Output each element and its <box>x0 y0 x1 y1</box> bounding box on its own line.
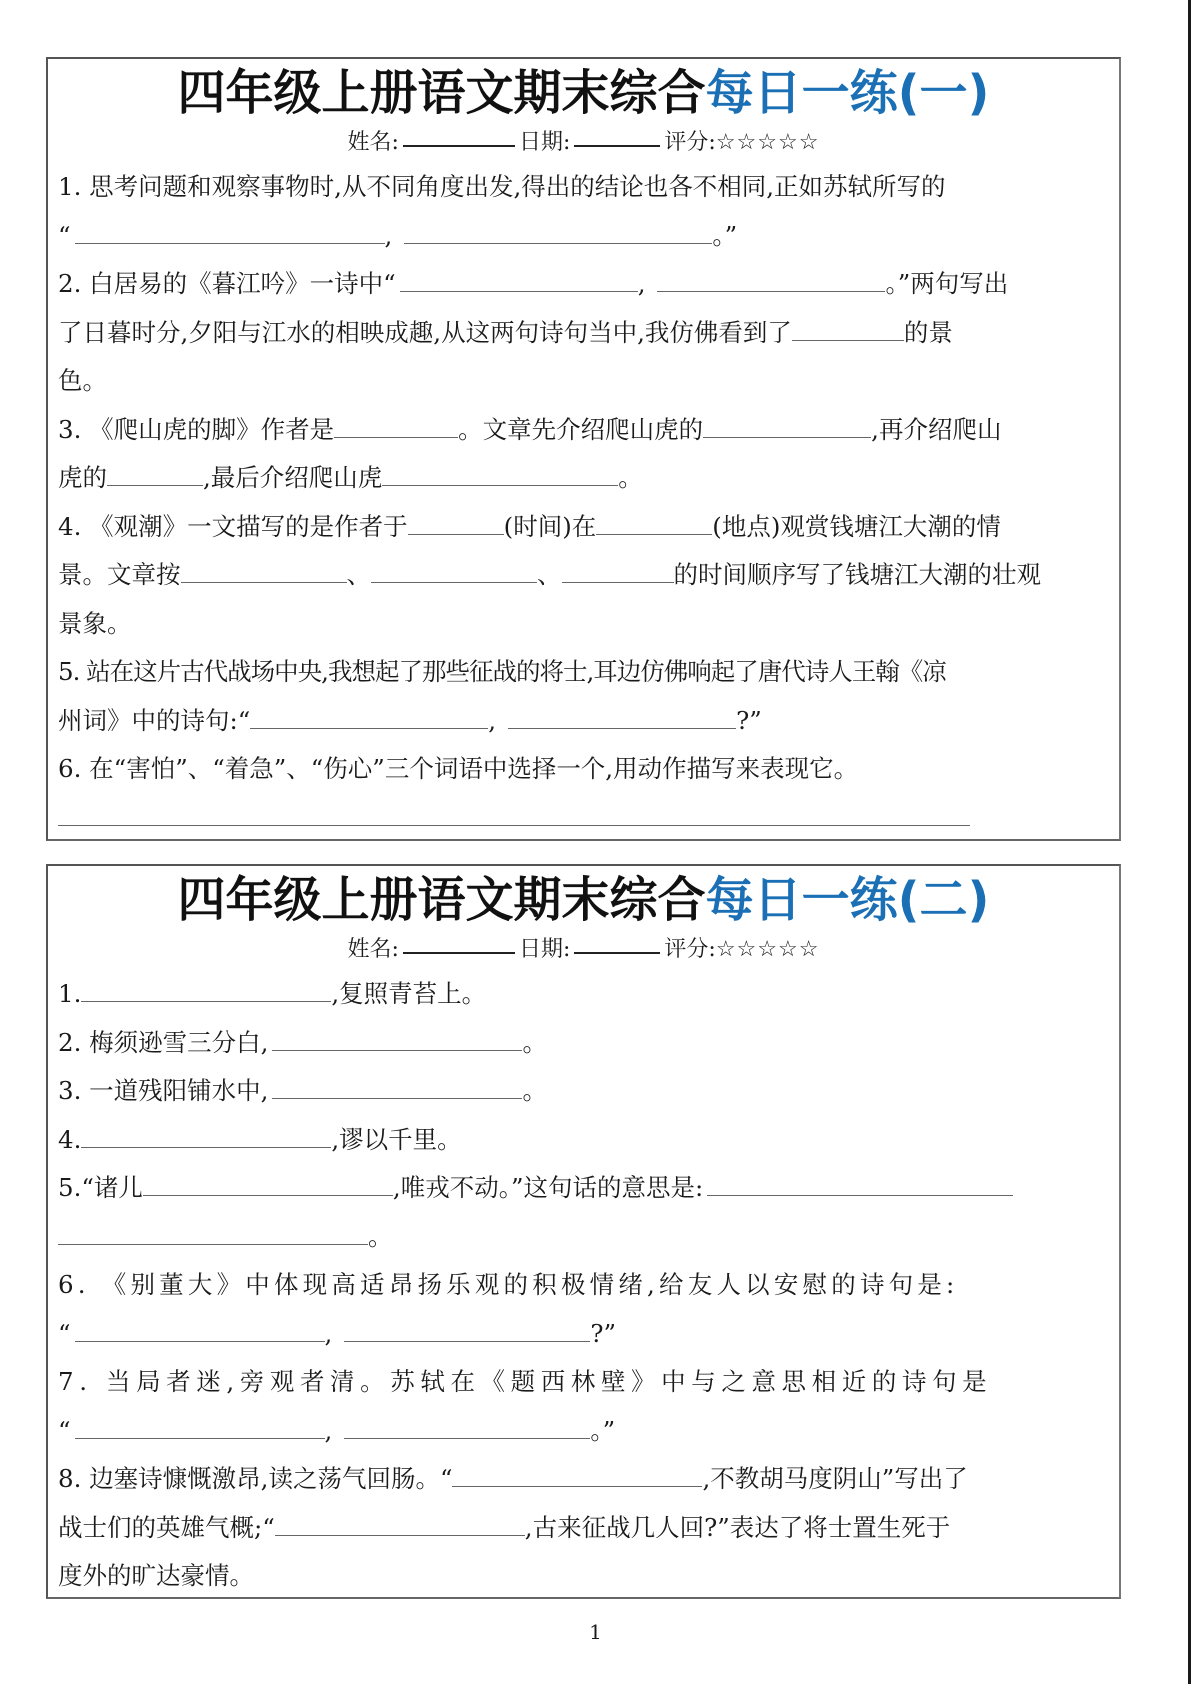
title-accent: 每日一练(二) <box>705 872 990 928</box>
star-rating-icon[interactable]: ☆☆☆☆☆ <box>715 130 820 155</box>
question-2 <box>48 1019 1119 1068</box>
question-5 <box>48 1164 1119 1261</box>
question-text: 的时间顺序写了钱塘江大潮的壮观 <box>673 560 1041 589</box>
student-info-row <box>48 123 1119 163</box>
question-text: (时间)在 <box>503 511 597 541</box>
question-1 <box>48 163 1119 260</box>
answer-blank[interactable] <box>404 223 712 244</box>
answer-blank[interactable] <box>707 1175 1013 1196</box>
answer-blank[interactable] <box>344 1321 590 1342</box>
punct: 。 <box>368 1221 393 1251</box>
answer-blank[interactable] <box>382 465 618 486</box>
punct: 。 <box>522 1076 547 1105</box>
answer-blank[interactable] <box>107 465 203 486</box>
question-text: 6. 在“害怕”、“着急”、“伤心”三个词语中选择一个,用动作描写来表现它。 <box>58 754 859 783</box>
punct: 。 <box>618 463 643 492</box>
worksheet-title <box>48 61 1119 125</box>
date-label: 日期: <box>518 937 571 962</box>
quote-mark: “ <box>58 1318 71 1348</box>
question-text: 5. 站在这片古代战场中央,我想起了那些征战的将士,耳边仿佛响起了唐代诗人王翰《凉 <box>58 657 946 686</box>
quote-mark: “ <box>58 1415 71 1445</box>
question-text: (地点)观赏钱塘江大潮的情 <box>712 511 1001 541</box>
answer-blank[interactable] <box>75 1321 325 1342</box>
answer-blank[interactable] <box>344 1418 590 1439</box>
name-label: 姓名: <box>347 130 399 155</box>
answer-blank[interactable] <box>657 271 885 292</box>
student-info-row <box>48 930 1119 970</box>
question-text: 的景 <box>903 317 953 347</box>
worksheet-1 <box>46 57 1121 841</box>
title-main: 四年级上册语文期末综合 <box>177 65 706 121</box>
answer-blank[interactable] <box>272 1078 522 1099</box>
question-3 <box>48 1067 1119 1116</box>
punct: 、 <box>537 560 562 589</box>
question-number: 1. <box>58 979 82 1008</box>
question-text: 2. 梅须逊雪三分白, <box>58 1027 269 1057</box>
question-text: 。文章先介绍爬山虎的 <box>458 414 704 444</box>
question-4 <box>48 503 1119 649</box>
question-text: ,复照青苔上。 <box>331 979 487 1008</box>
answer-blank[interactable] <box>81 1127 331 1148</box>
answer-blank[interactable] <box>562 562 674 583</box>
star-rating-icon[interactable]: ☆☆☆☆☆ <box>715 937 820 962</box>
punct: 。 <box>522 1027 547 1057</box>
name-label: 姓名: <box>347 937 399 962</box>
answer-blank[interactable] <box>371 562 537 583</box>
question-text: 战士们的英雄气概;“ <box>58 1512 275 1542</box>
punct: , <box>384 220 393 250</box>
punct: 。” <box>590 1415 616 1445</box>
question-3 <box>48 406 1119 503</box>
question-text: 5.“诸儿 <box>58 1173 143 1202</box>
title-main: 四年级上册语文期末综合 <box>177 872 706 928</box>
question-text: ,最后介绍爬山虎 <box>203 463 383 492</box>
answer-blank[interactable] <box>508 708 736 729</box>
quote-mark: “ <box>58 220 71 250</box>
question-text: 1. 思考问题和观察事物时,从不同角度出发,得出的结论也各不相同,正如苏轼所写的 <box>58 172 946 201</box>
question-text: 了日暮时分,夕阳与江水的相映成趣,从这两句诗句当中,我仿佛看到了 <box>58 317 792 347</box>
punct: 、 <box>346 560 371 589</box>
punct: , <box>488 705 497 735</box>
punct: , <box>324 1318 333 1348</box>
question-text: 州词》中的诗句:“ <box>58 705 251 735</box>
punct: , <box>637 269 646 298</box>
page-number: 1 <box>589 1620 602 1644</box>
answer-blank[interactable] <box>400 271 638 292</box>
date-label: 日期: <box>518 130 571 155</box>
question-6 <box>48 1261 1119 1358</box>
answer-line[interactable] <box>58 805 970 826</box>
question-text: 景象。 <box>58 608 132 638</box>
punct: ?” <box>590 1318 616 1348</box>
answer-blank[interactable] <box>75 1418 325 1439</box>
answer-blank[interactable] <box>272 1030 522 1051</box>
date-field[interactable] <box>574 952 660 954</box>
question-6 <box>48 745 1119 842</box>
score-label: 评分: <box>664 937 716 962</box>
question-text: ,谬以千里。 <box>331 1124 462 1154</box>
answer-blank[interactable] <box>275 1515 525 1536</box>
score-label: 评分: <box>664 130 716 155</box>
question-4 <box>48 1116 1119 1165</box>
name-field[interactable] <box>403 952 515 954</box>
answer-blank-time[interactable] <box>408 514 504 535</box>
question-text: 色。 <box>58 366 107 395</box>
answer-blank[interactable] <box>143 1175 393 1196</box>
question-5 <box>48 648 1119 745</box>
answer-blank[interactable] <box>250 708 488 729</box>
question-text: 虎的 <box>58 463 107 492</box>
answer-blank[interactable] <box>792 320 904 341</box>
question-text: 4. 《观潮》一文描写的是作者于 <box>58 511 408 541</box>
question-7 <box>48 1358 1119 1455</box>
punct: 。” <box>712 220 738 250</box>
title-accent: 每日一练(一) <box>705 65 990 121</box>
question-1 <box>48 970 1119 1019</box>
answer-blank[interactable] <box>75 223 385 244</box>
worksheet-title <box>48 868 1119 932</box>
answer-blank[interactable] <box>181 562 347 583</box>
question-text: 景。文章按 <box>58 560 181 589</box>
question-text: ,再介绍爬山 <box>871 414 1002 444</box>
question-text: ,不教胡马度阴山”写出了 <box>702 1464 968 1493</box>
question-text: 2. 白居易的《暮江吟》一诗中“ <box>58 269 396 298</box>
question-2 <box>48 260 1119 406</box>
question-number: 4. <box>58 1124 82 1154</box>
punct: , <box>324 1415 333 1445</box>
name-field[interactable] <box>403 145 515 147</box>
worksheet-2 <box>46 864 1121 1599</box>
answer-blank[interactable] <box>58 1224 368 1245</box>
question-text: 6. 《别董大》中体现高适昂扬乐观的积极情绪,给友人以安慰的诗句是: <box>58 1270 959 1299</box>
question-text: ,古来征战几人回?”表达了将士置生死于 <box>524 1512 951 1542</box>
question-text: 7. 当局者迷,旁观者清。苏轼在《题西林壁》中与之意思相近的诗句是 <box>58 1367 993 1396</box>
question-text: 3. 一道残阳铺水中, <box>58 1076 269 1105</box>
answer-blank[interactable] <box>81 981 331 1002</box>
answer-blank-place[interactable] <box>596 514 712 535</box>
answer-blank[interactable] <box>703 417 871 438</box>
answer-blank[interactable] <box>334 417 458 438</box>
answer-blank[interactable] <box>452 1466 702 1487</box>
question-text: 8. 边塞诗慷慨激昂,读之荡气回肠。“ <box>58 1464 453 1493</box>
question-text: 度外的旷达豪情。 <box>58 1561 254 1590</box>
question-text: 。”两句写出 <box>885 269 1009 298</box>
question-text: 3. 《爬山虎的脚》作者是 <box>58 414 335 444</box>
question-text: ,唯戎不动。”这句话的意思是: <box>392 1173 704 1202</box>
date-field[interactable] <box>574 145 660 147</box>
punct: ?” <box>736 705 762 735</box>
question-8 <box>48 1455 1119 1601</box>
